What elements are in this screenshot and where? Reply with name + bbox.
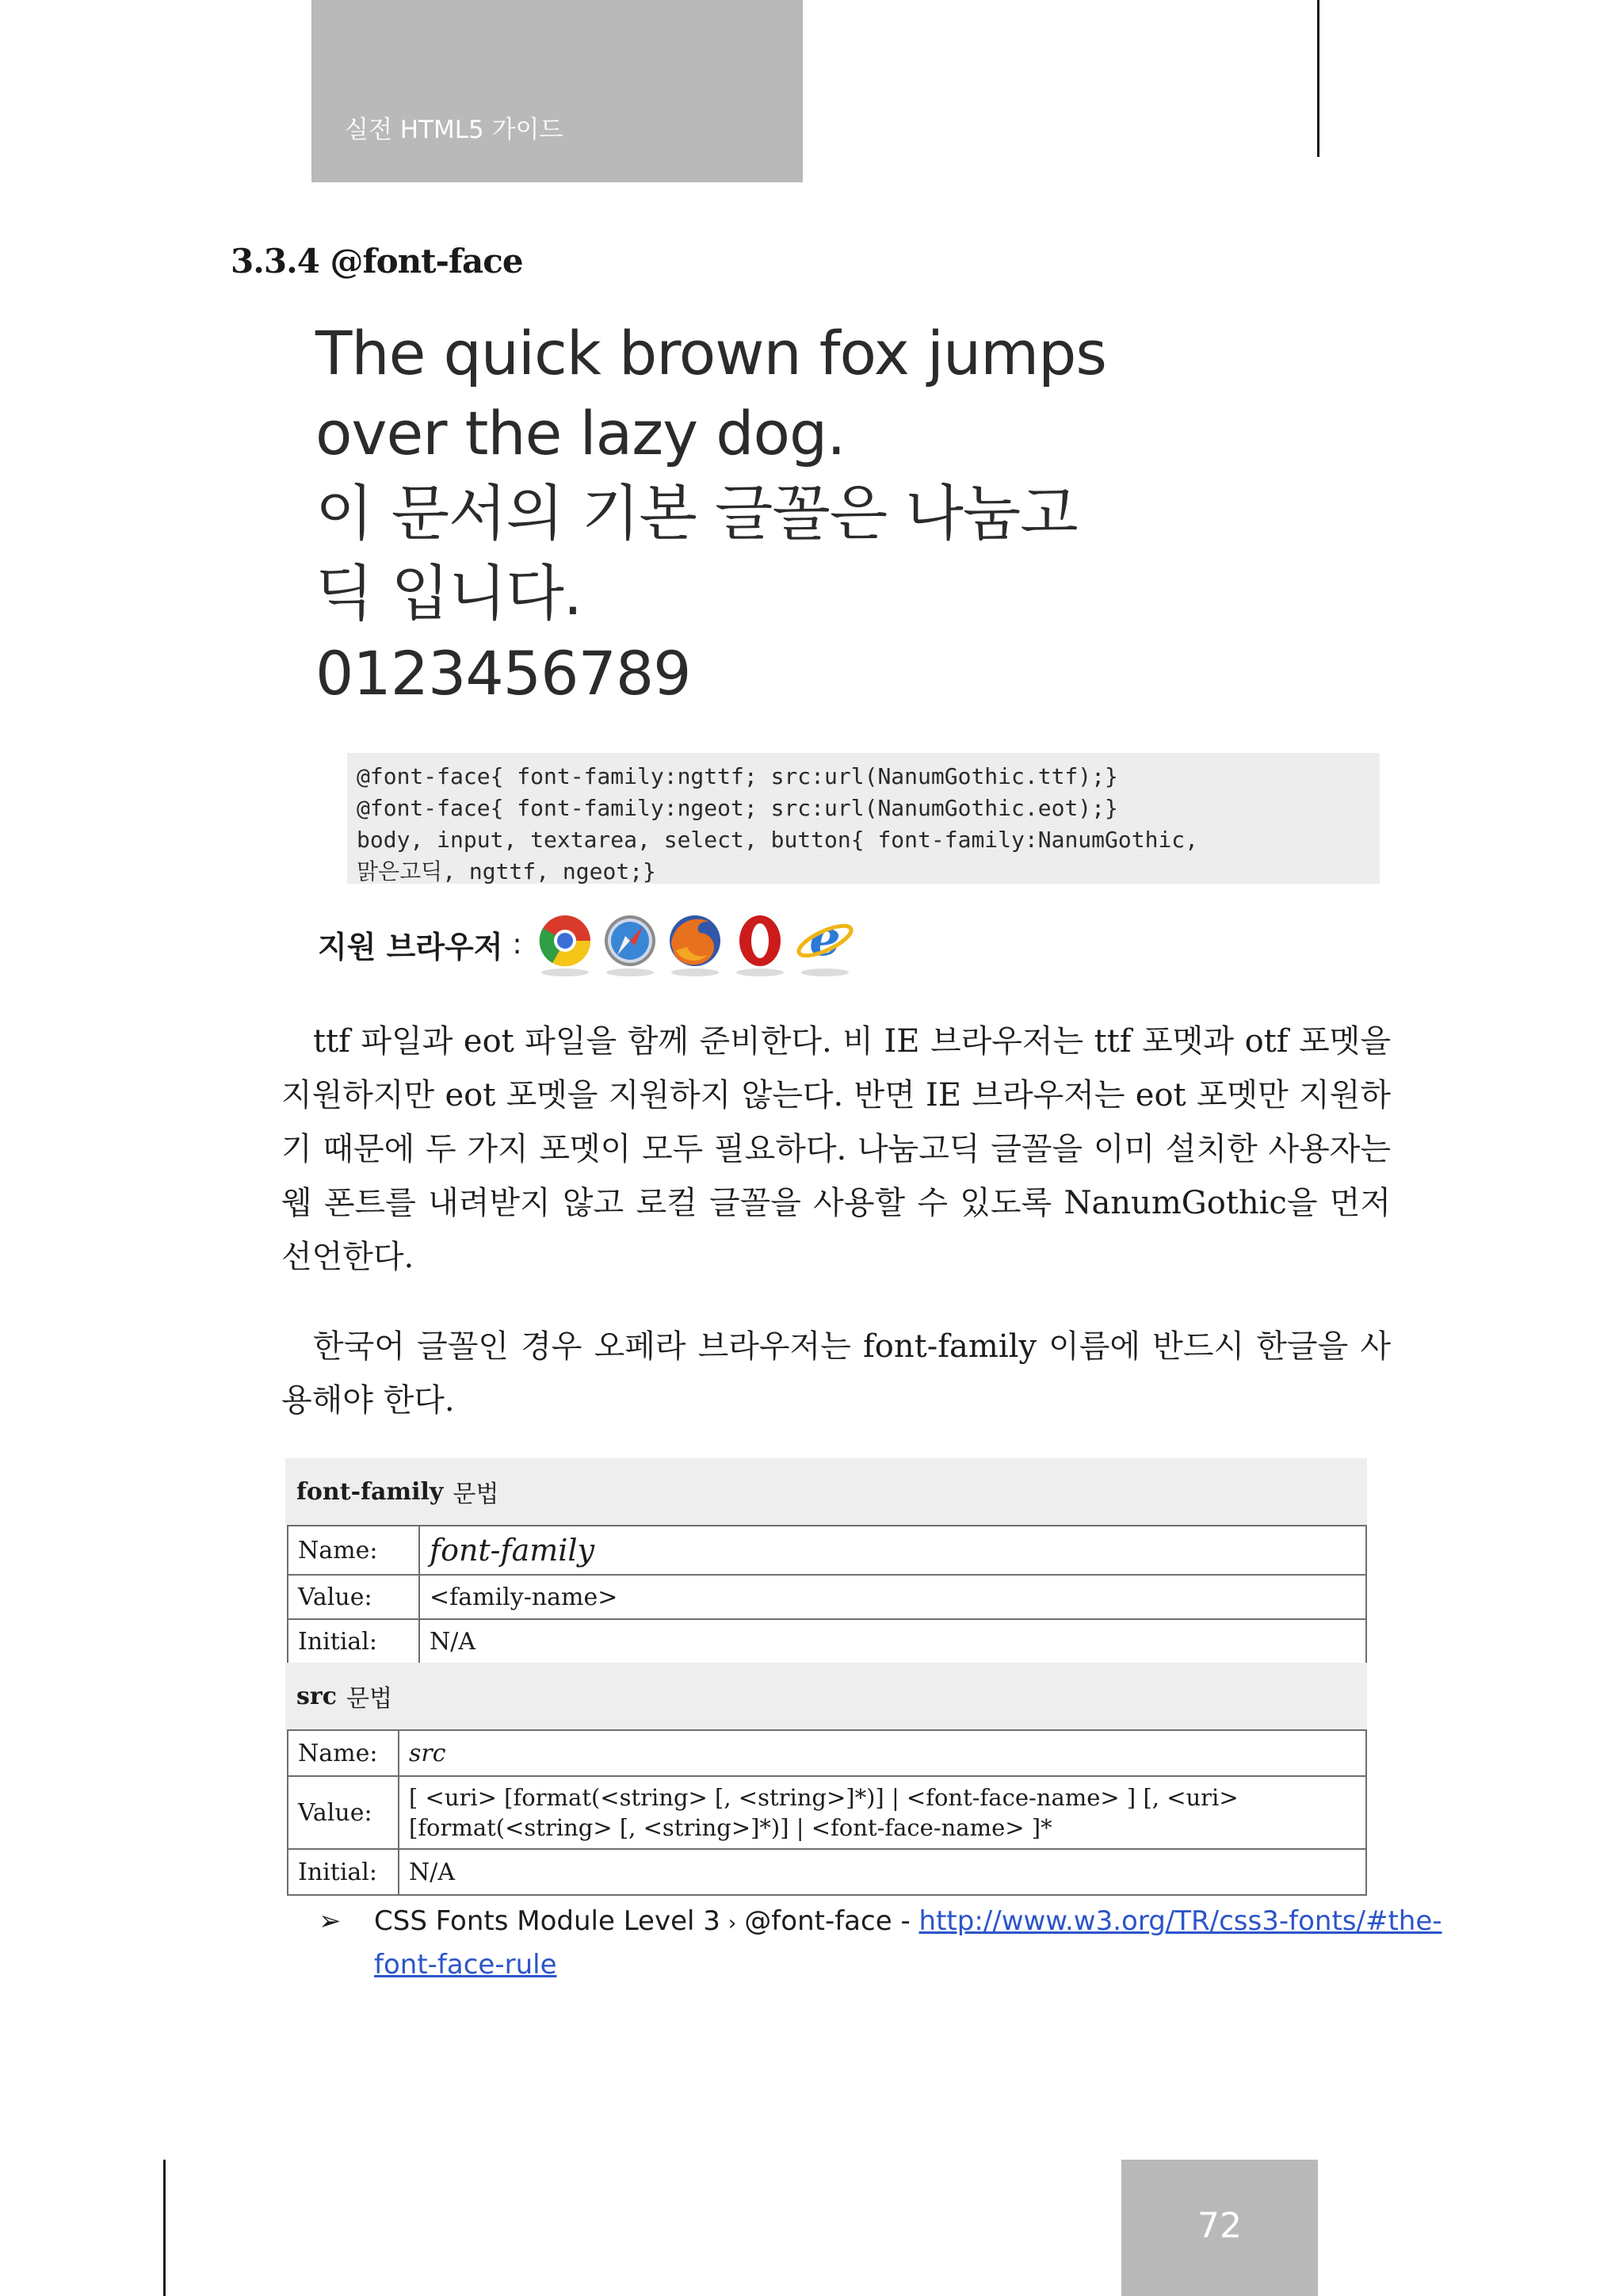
- row-value: N/A: [399, 1849, 1366, 1895]
- code-line: @font-face{ font-family:ngttf; src:url(NanumGothic.ttf);}: [357, 763, 1118, 789]
- reference-link[interactable]: http://www.w3.org/TR/css3-fonts/#the-font-face-rule: [374, 1905, 1442, 1981]
- section-heading: 3.3.4 @font-face: [231, 242, 523, 281]
- table-row: [288, 1776, 1366, 1849]
- table-title-suffix: 문법: [346, 1685, 392, 1713]
- page-number: 72: [1197, 2206, 1242, 2246]
- page-number-box: [1121, 2160, 1318, 2296]
- sample-line: 딕 입니다.: [315, 558, 582, 628]
- table-row: [288, 1575, 1366, 1619]
- row-key: Initial:: [288, 1849, 399, 1895]
- supported-browsers: [318, 909, 858, 979]
- ie-icon: [793, 909, 857, 979]
- browsers-label: 지원 브라우저: [318, 929, 503, 965]
- body-paragraph: [281, 1014, 1391, 1284]
- row-key: Value:: [288, 1575, 419, 1619]
- sample-line: 0123456789: [315, 638, 691, 709]
- sample-line: over the lazy dog.: [315, 398, 846, 468]
- code-line: @font-face{ font-family:ngeot; src:url(NanumGothic.eot);}: [357, 795, 1118, 821]
- table-title-name: font-family: [296, 1477, 444, 1506]
- running-header: [311, 0, 803, 182]
- table-title-name: src: [296, 1682, 337, 1710]
- row-value: <family-name>: [419, 1575, 1366, 1619]
- row-value: N/A: [419, 1619, 1366, 1664]
- margin-rule-top: [1317, 0, 1319, 157]
- row-value: [ <uri> [format(<string> [, <string>]*)] | <font-face-name> ] [, <uri> [format(<string> [, <string>]*)] | <font-face-name> ]*: [399, 1776, 1366, 1849]
- svg-text:e: e: [808, 909, 841, 967]
- code-block: [347, 753, 1380, 884]
- separator: ›: [727, 1912, 737, 1935]
- code-line: body, input, textarea, select, button{ font-family:NanumGothic,: [357, 827, 1199, 853]
- bullet-arrow-icon: ➢: [319, 1905, 342, 1937]
- book-title: 실전 HTML5 가이드: [345, 116, 563, 144]
- table-row: [288, 1849, 1366, 1895]
- browsers-colon: :: [512, 927, 522, 961]
- table-row: [288, 1730, 1366, 1776]
- table-row: [288, 1526, 1366, 1575]
- font-sample: [315, 313, 1108, 713]
- table-row: [288, 1619, 1366, 1664]
- sample-line: The quick brown fox jumps: [315, 318, 1106, 388]
- table-title-suffix: 문법: [453, 1480, 499, 1508]
- body-paragraph: [281, 1320, 1391, 1427]
- row-value: src: [399, 1730, 1366, 1776]
- code-line: 맑은고딕, ngttf, ngeot;}: [357, 858, 656, 884]
- opera-icon: [728, 909, 792, 979]
- src-syntax-table: [285, 1663, 1367, 1896]
- font-family-syntax-table: [285, 1458, 1367, 1664]
- row-key: Name:: [288, 1526, 419, 1575]
- row-key: Initial:: [288, 1619, 419, 1664]
- reference-spec: CSS Fonts Module Level 3: [374, 1905, 720, 1937]
- row-value: font-family: [419, 1526, 1366, 1575]
- reference-title: @font-face -: [744, 1905, 911, 1937]
- table-title: [285, 1663, 1367, 1729]
- paragraph-text: ttf 파일과 eot 파일을 함께 준비한다. 비 IE 브라우저는 ttf 포멧과 otf 포멧을 지원하지만 eot 포멧을 지원하지 않는다. 반면 IE 브라우저는 eot 포멧만 지원하기 때문에 두 가지 포멧이 모두 필요하다. 나눔고딕 글꼴을 이미 설치한 사용자는 웹 폰트를 내려받지 않고 로컬 글꼴을 사용할 수 있도록 NanumGothic을 먼저 선언한다.: [281, 1023, 1391, 1275]
- row-key: Name:: [288, 1730, 399, 1776]
- margin-rule-bottom: [163, 2160, 166, 2296]
- paragraph-text: 한국어 글꼴인 경우 오페라 브라우저는 font-family 이름에 반드시 한글을 사용해야 한다.: [281, 1328, 1391, 1419]
- row-key: Value:: [288, 1776, 399, 1849]
- sample-line: 이 문서의 기본 글꼴은 나눔고: [315, 478, 1078, 548]
- firefox-icon: [663, 909, 727, 979]
- safari-icon: [598, 909, 662, 979]
- table-title: [285, 1458, 1367, 1525]
- chrome-icon: [533, 909, 597, 979]
